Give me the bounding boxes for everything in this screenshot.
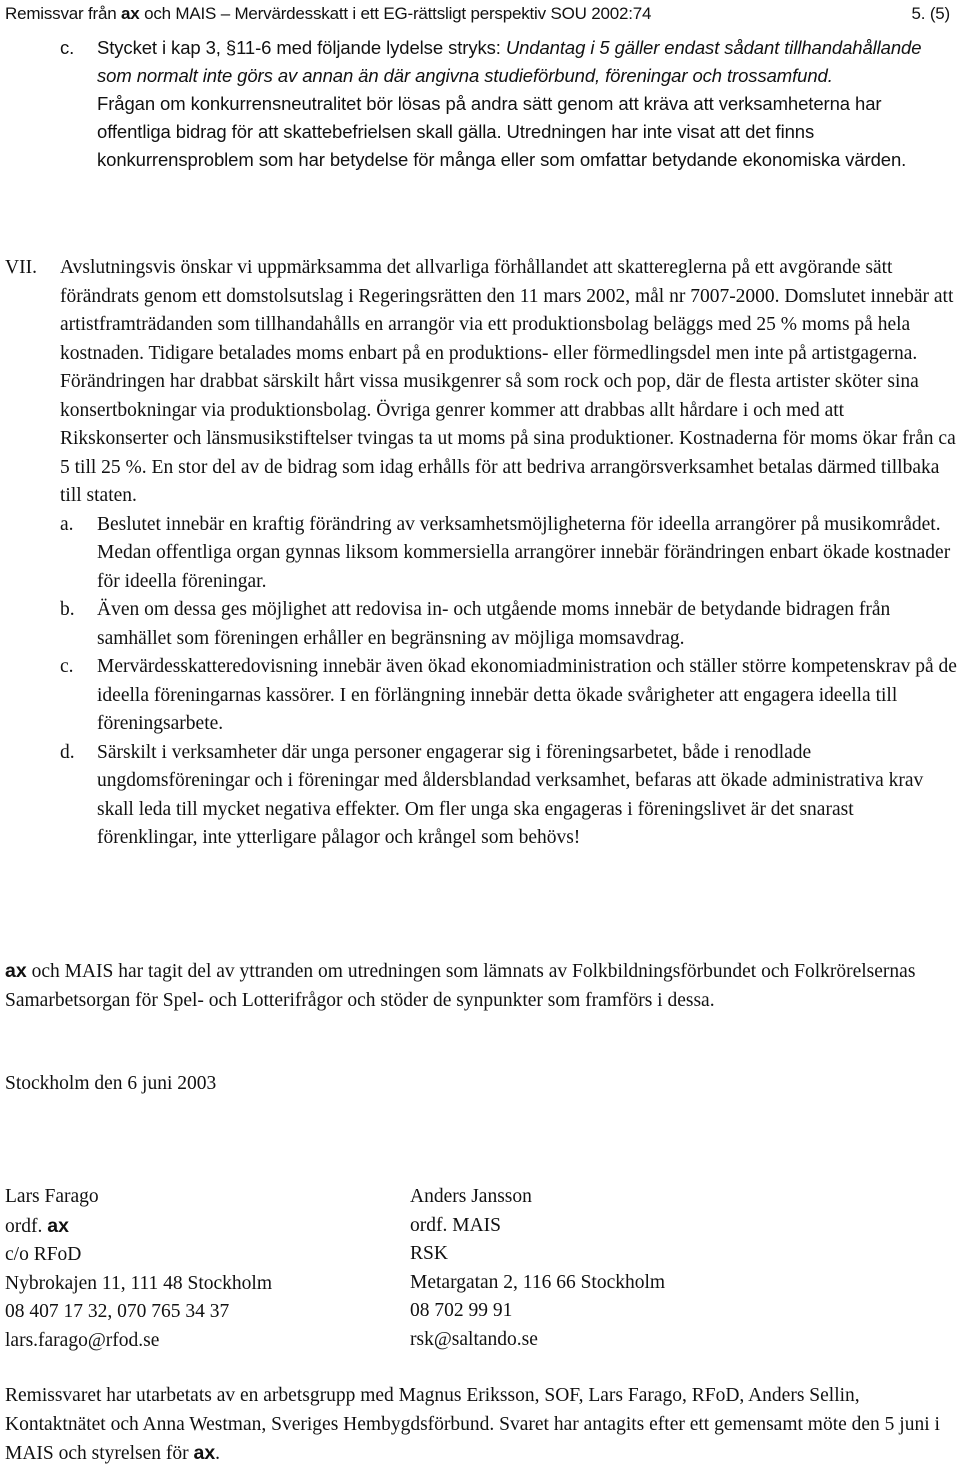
list-item-b bbox=[60, 596, 957, 653]
item-c-paragraph-1 bbox=[97, 34, 955, 90]
ax-logo-text: ax bbox=[193, 1442, 216, 1464]
footer-note bbox=[5, 1382, 955, 1469]
signatory-name: Anders Jansson bbox=[410, 1186, 532, 1207]
signatory-phone: 08 702 99 91 bbox=[410, 1300, 513, 1321]
closing-text: och MAIS har tagit del av yttranden om utredningen som lämnats av Folkbildningsförbundet och Folkrörelsernas Samarbetsorgan för Spel- och Lotterifrågor och stöder de synpunkter som framförs i dessa. bbox=[5, 961, 916, 1011]
title-org: MAIS bbox=[452, 1214, 502, 1236]
item-c-text-2: Frågan om konkurrensneutralitet bör lösas på andra sätt genom att kräva att verksamheterna har offentliga bidrag för att skattebefrielsen skall gälla. bbox=[97, 93, 882, 142]
item-text: Beslutet innebär en kraftig förändring av verksamhetsmöjligheterna för ideella arrangörer på musikområdet. Medan offentliga organ gynnas liksom kommersiella arrangörer innebär förändringen enbart ökade kostnader för ideella föreningar. bbox=[97, 513, 951, 592]
section-vii bbox=[5, 254, 957, 853]
item-label: a. bbox=[60, 513, 74, 535]
list-item-d bbox=[60, 739, 957, 853]
ax-logo-text: ax bbox=[5, 960, 27, 982]
signatory-title bbox=[410, 1212, 665, 1241]
item-text: Mervärdesskatteredovisning innebär även ökad ekonomiadministration och ställer större kompetenskrav på de ideella föreningarnas kassörer. I en förlängning innebär detta ökade svårigheter att engagera ideella till föreningsarbete. bbox=[97, 656, 957, 734]
footer-end: . bbox=[215, 1443, 221, 1464]
page-number: 5. (5) bbox=[911, 4, 950, 23]
item-text: Särskilt i verksamheter där unga personer engagerar sig i föreningsarbetet, både i renodlade ungdomsföreningar och i föreningar med åldersblandad verksamhet, befaras att ökade administrativa krav skall leda till mycket negativa effekter. Om fler unga ska engageras i föreningslivet är det snarast förenklingar, inte ytterligare pålagor och krångel som behövs! bbox=[97, 741, 924, 848]
header-title: och MAIS – Mervärdesskatt i ett EG-rättsligt perspektiv SOU 2002:74 bbox=[139, 4, 652, 23]
ax-logo-text: ax bbox=[47, 1214, 69, 1237]
item-c-lead: Stycket i kap 3, §11-6 med följande lydelse stryks: bbox=[97, 37, 506, 58]
item-label: c. bbox=[60, 656, 74, 677]
place-date-text: Stockholm den 6 juni 2003 bbox=[5, 1073, 217, 1094]
section-vii-text: Avslutningsvis önskar vi uppmärksamma det allvarliga förhållandet att skattereglerna på ett avgörande sätt förändrats genom ett domstolsutslag i Regeringsrätten den 11 mars 2002, mål nr 7007-2000. Domslutet innebär att artistframträdanden som tillhandahålls en arrangör via ett produktionsbolag beläggs med 25 % moms på hela kostnaden. Tidigare betalades moms enbart på en produktions- eller förmedlingsdel men inte på artistgagerna. Förändringen har drabbat särskilt hårt vissa musikgenrer så som rock och pop, där de flesta artister sköter sina konsertbokningar via produktionsbolag. Övriga genrer kommer att drabbas allt hårdare i och med att Rikskonserter och länsmusikstiftelser tvingas ta ut moms på sina produktioner. Kostnaderna för moms ökar från ca 5 till 25 %. En stor del av de bidrag som idag erhålls för att bedriva arrangörsverksamhet betalas därmed tillbaka till staten. bbox=[60, 257, 956, 506]
closing-paragraph bbox=[5, 957, 955, 1015]
ax-logo-text: ax bbox=[121, 4, 140, 23]
footer-text: Remissvaret har utarbetats av en arbetsgrupp med Magnus Eriksson, SOF, Lars Farago, RFoD, Anders Sellin, Kontaktnätet och Anna Westman, Sveriges Hembygdsförbund. Svaret har antagits efter ett gemensamt möte den 5 juni i MAIS och styrelsen för bbox=[5, 1385, 940, 1464]
page-header bbox=[5, 0, 950, 28]
section-label: VII. bbox=[5, 257, 37, 278]
list-item-a bbox=[60, 511, 957, 597]
item-label: c. bbox=[60, 37, 75, 58]
signatory-email: lars.farago@rfod.se bbox=[5, 1329, 160, 1351]
list-item-c bbox=[60, 653, 957, 739]
signatory-1 bbox=[5, 1183, 272, 1355]
title-prefix: ordf. bbox=[410, 1214, 453, 1236]
signatory-address: Metargatan 2, 116 66 Stockholm bbox=[410, 1271, 666, 1293]
signatory-phone: 08 407 17 32, 070 765 34 37 bbox=[5, 1301, 230, 1322]
signatory-email: rsk@saltando.se bbox=[410, 1328, 538, 1350]
item-c-text-3: Utredningen har inte visat att det finns konkurrensproblem som har betydelse för många eller som omfattar betydande ekonomiska värden. bbox=[97, 121, 907, 170]
item-c-previous-section bbox=[60, 34, 955, 174]
signatory-address: Nybrokajen 11, 111 48 Stockholm bbox=[5, 1272, 273, 1294]
title-prefix: ordf. bbox=[5, 1215, 48, 1237]
footer-text-block bbox=[5, 1382, 955, 1469]
signatory-org: c/o RFoD bbox=[5, 1244, 82, 1265]
item-c-quoted-text: Undantag i 5 gäller endast sådant tillhandahållande som normalt inte görs av annan än där angivna studieförbund, föreningar och trossamfund. bbox=[97, 37, 922, 86]
item-label: b. bbox=[60, 599, 75, 620]
signatory-title bbox=[5, 1212, 272, 1242]
signatory-org: RSK bbox=[410, 1243, 448, 1264]
header-prefix: Remissvar från bbox=[5, 4, 122, 23]
signatory-name: Lars Farago bbox=[5, 1186, 99, 1207]
item-label: d. bbox=[60, 741, 75, 763]
signatory-2 bbox=[410, 1183, 665, 1354]
item-c-paragraph-2 bbox=[97, 90, 955, 174]
item-text: Även om dessa ges möjlighet att redovisa in- och utgående moms innebär de betydande bidragen från samhället som föreningen erhåller en begränsning av möjliga momsavdrag. bbox=[97, 599, 891, 649]
closing-text-block bbox=[5, 957, 955, 1015]
place-date bbox=[5, 1070, 955, 1099]
